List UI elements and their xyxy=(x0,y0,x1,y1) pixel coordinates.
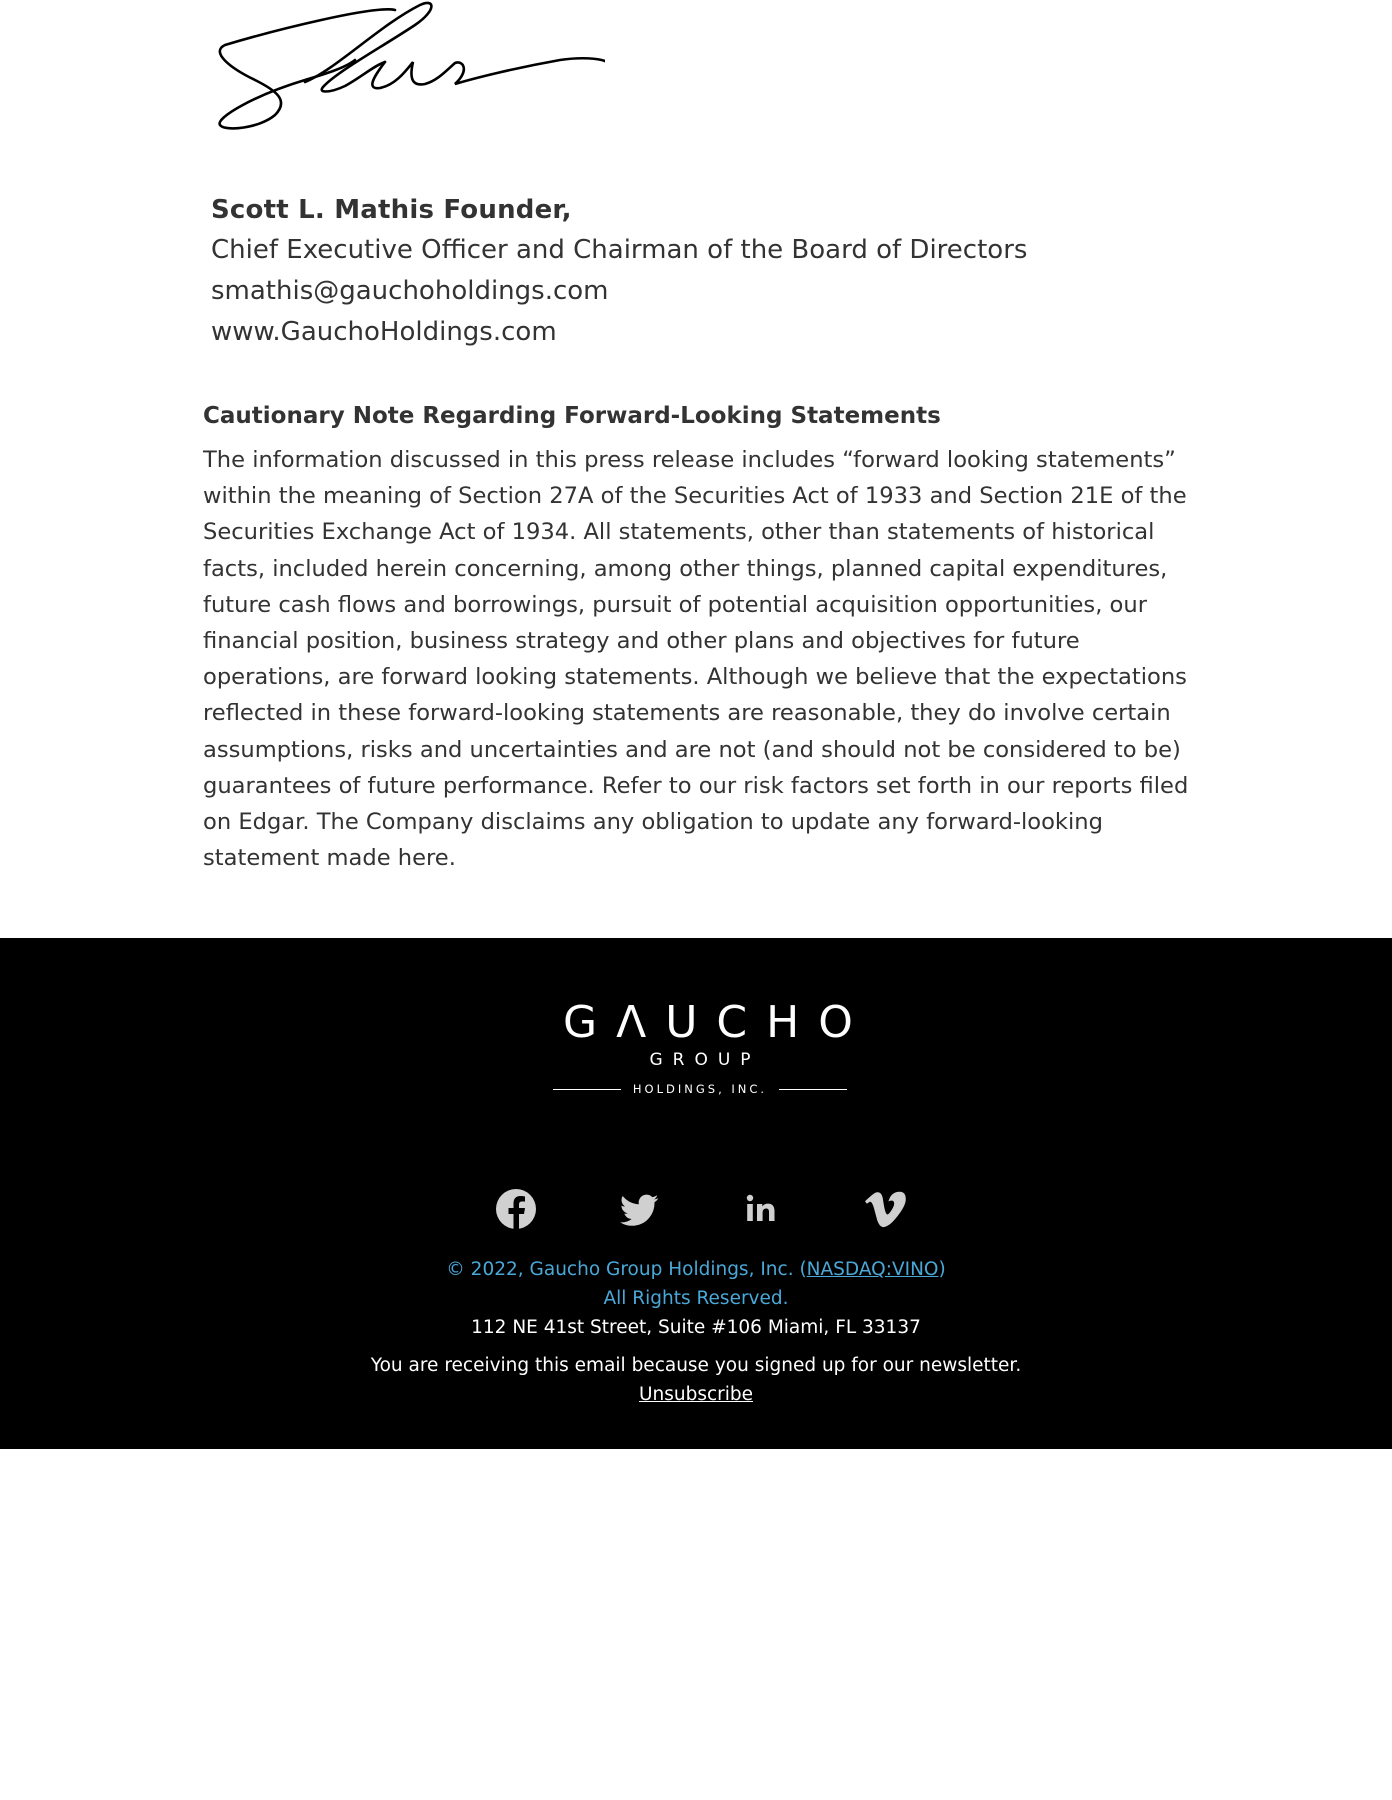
vimeo-icon xyxy=(861,1185,909,1233)
company-address: 112 NE 41st Street, Suite #106 Miami, FL 33137 xyxy=(471,1317,921,1338)
copyright-close: ) xyxy=(938,1259,946,1280)
rights-reserved: All Rights Reserved. xyxy=(603,1288,789,1309)
vimeo-link[interactable] xyxy=(861,1185,909,1233)
cautionary-note-title: Cautionary Note Regarding Forward-Looking Statements xyxy=(203,403,941,429)
email-footer xyxy=(0,938,1392,1449)
ticker-link[interactable]: NASDAQ:VINO xyxy=(806,1259,939,1280)
signer-title: Chief Executive Officer and Chairman of the Board of Directors xyxy=(211,235,1028,265)
social-links xyxy=(0,1185,1392,1233)
gaucho-logo xyxy=(553,997,872,1098)
linkedin-link[interactable] xyxy=(738,1185,786,1233)
cautionary-note xyxy=(203,398,1213,876)
signer-name: Scott L. Mathis Founder, xyxy=(211,195,572,225)
facebook-link[interactable] xyxy=(492,1185,540,1233)
logo-wordmark: GΛUCHO xyxy=(563,997,872,1048)
newsletter-notice: You are receiving this email because you signed up for our newsletter. xyxy=(370,1355,1022,1376)
twitter-icon xyxy=(615,1185,663,1233)
logo-group: GROUP xyxy=(649,1050,761,1070)
copyright-line xyxy=(0,1255,1392,1284)
signoff-block xyxy=(211,190,1027,353)
cautionary-note-body: The information discussed in this press release includes “forward looking statements” within the meaning of Section 27A of the Securities Act of 1933 and Section 21E of the Securities Exchange Act of 1934. All statements, other than statements of historical facts, included herein concerning, among other things, planned capital expenditures, future cash flows and borrowings, pursuit of potential acquisition opportunities, our financial position, business strategy and other plans and objectives for future operations, are forward looking statements. Although we believe that the expectations reflected in these forward-looking statements are reasonable, they do involve certain assumptions, risks and uncertainties and are not (and should not be considered to be) guarantees of future performance. Refer to our risk factors set forth in our reports filed on Edgar. The Company disclaims any obligation to update any forward-looking statement made here. xyxy=(203,447,1189,872)
logo-holdings: HOLDINGS, INC. xyxy=(632,1082,768,1096)
logo-rule-right xyxy=(779,1089,847,1090)
signature-image xyxy=(215,0,605,140)
copyright-text: © 2022, Gaucho Group Holdings, Inc. ( xyxy=(446,1259,807,1280)
linkedin-icon xyxy=(738,1185,786,1233)
company-website[interactable]: www.GauchoHoldings.com xyxy=(211,317,557,347)
facebook-icon xyxy=(492,1185,540,1233)
unsubscribe-link[interactable]: Unsubscribe xyxy=(638,1384,754,1405)
twitter-link[interactable] xyxy=(615,1185,663,1233)
signer-email[interactable]: smathis@gauchoholdings.com xyxy=(211,276,609,306)
